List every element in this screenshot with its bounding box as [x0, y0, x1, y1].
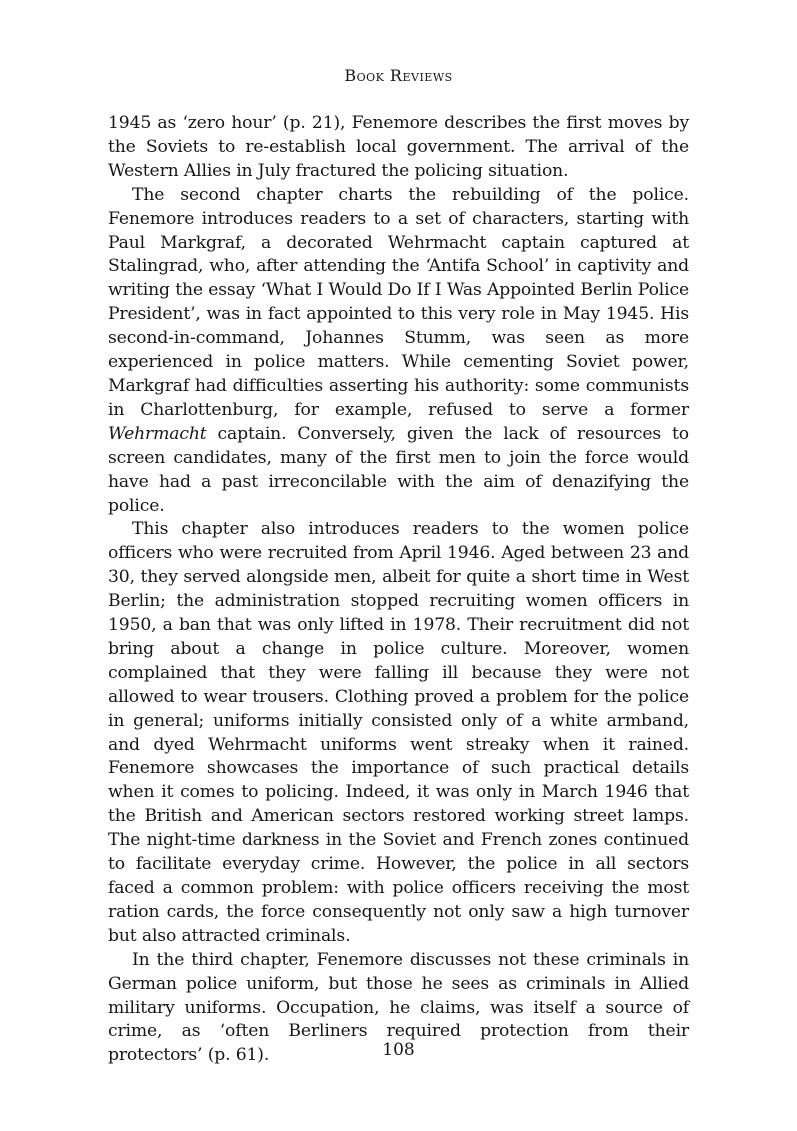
- paragraph-2-emphasis: Wehrmacht: [108, 423, 207, 444]
- body-text: [108, 112, 689, 1068]
- paragraph-3: This chapter also introduces readers to the women police officers who were recruited from April 1946. Aged between 23 and 30, they served alongside men, albeit for quite a short time in West Berlin; the administration stopped recruiting women officers in 1950, a ban that was only lifted in 1978. Their recruitment did not bring about a change in police culture. Moreover, women complained that they were falling ill because they were not allowed to wear trousers. Clothing proved a problem for the police in general; uniforms initially consisted only of a white armband, and dyed Wehrmacht uniforms went streaky when it rained. Fenemore showcases the importance of such practical details when it comes to policing. Indeed, it was only in March 1946 that the British and American sectors restored working street lamps. The night-time darkness in the Soviet and French zones continued to facilitate everyday crime. However, the police in all sectors faced a common problem: with police officers receiving the most ration cards, the force consequently not only saw a high turnover but also attracted criminals.: [108, 519, 689, 946]
- paragraph-2-part-1: The second chapter charts the rebuilding of the police. Fenemore introduces readers to a set of characters, starting with Paul Markgraf, a decorated Wehrmacht captain captured at Stalingrad, who, after attending the ‘Antifa School’ in captivity and writing the essay ‘What I Would Do If I Was Appointed Berlin Police President’, was in fact appointed to this very role in May 1945. His second-in-command, Johannes Stumm, was seen as more experienced in police matters. While cementing Soviet power, Markgraf had difficulties asserting his authority: some communists in Charlottenburg, for example, refused to serve a former: [108, 184, 689, 420]
- paragraph-1: 1945 as ‘zero hour’ (p. 21), Fenemore describes the first moves by the Soviets to re-establish local government. The arrival of the Western Allies in July fractured the policing situation.: [108, 113, 689, 181]
- paragraph-4: In the third chapter, Fenemore discusses not these criminals in German police uniform, but those he sees as criminals in Allied military uniforms. Occupation, he claims, was itself a source of crime, as ‘often Berliners required protection from their protectors’ (p. 61).: [108, 949, 689, 1066]
- paragraph-2-part-2: captain. Conversely, given the lack of resources to screen candidates, many of the first men to join the force would have had a past irreconcilable with the aim of denazifying the police.: [108, 423, 689, 516]
- page-number: 108: [382, 1040, 415, 1060]
- running-head: Book Reviews: [344, 66, 453, 85]
- paragraph-2: [108, 184, 689, 519]
